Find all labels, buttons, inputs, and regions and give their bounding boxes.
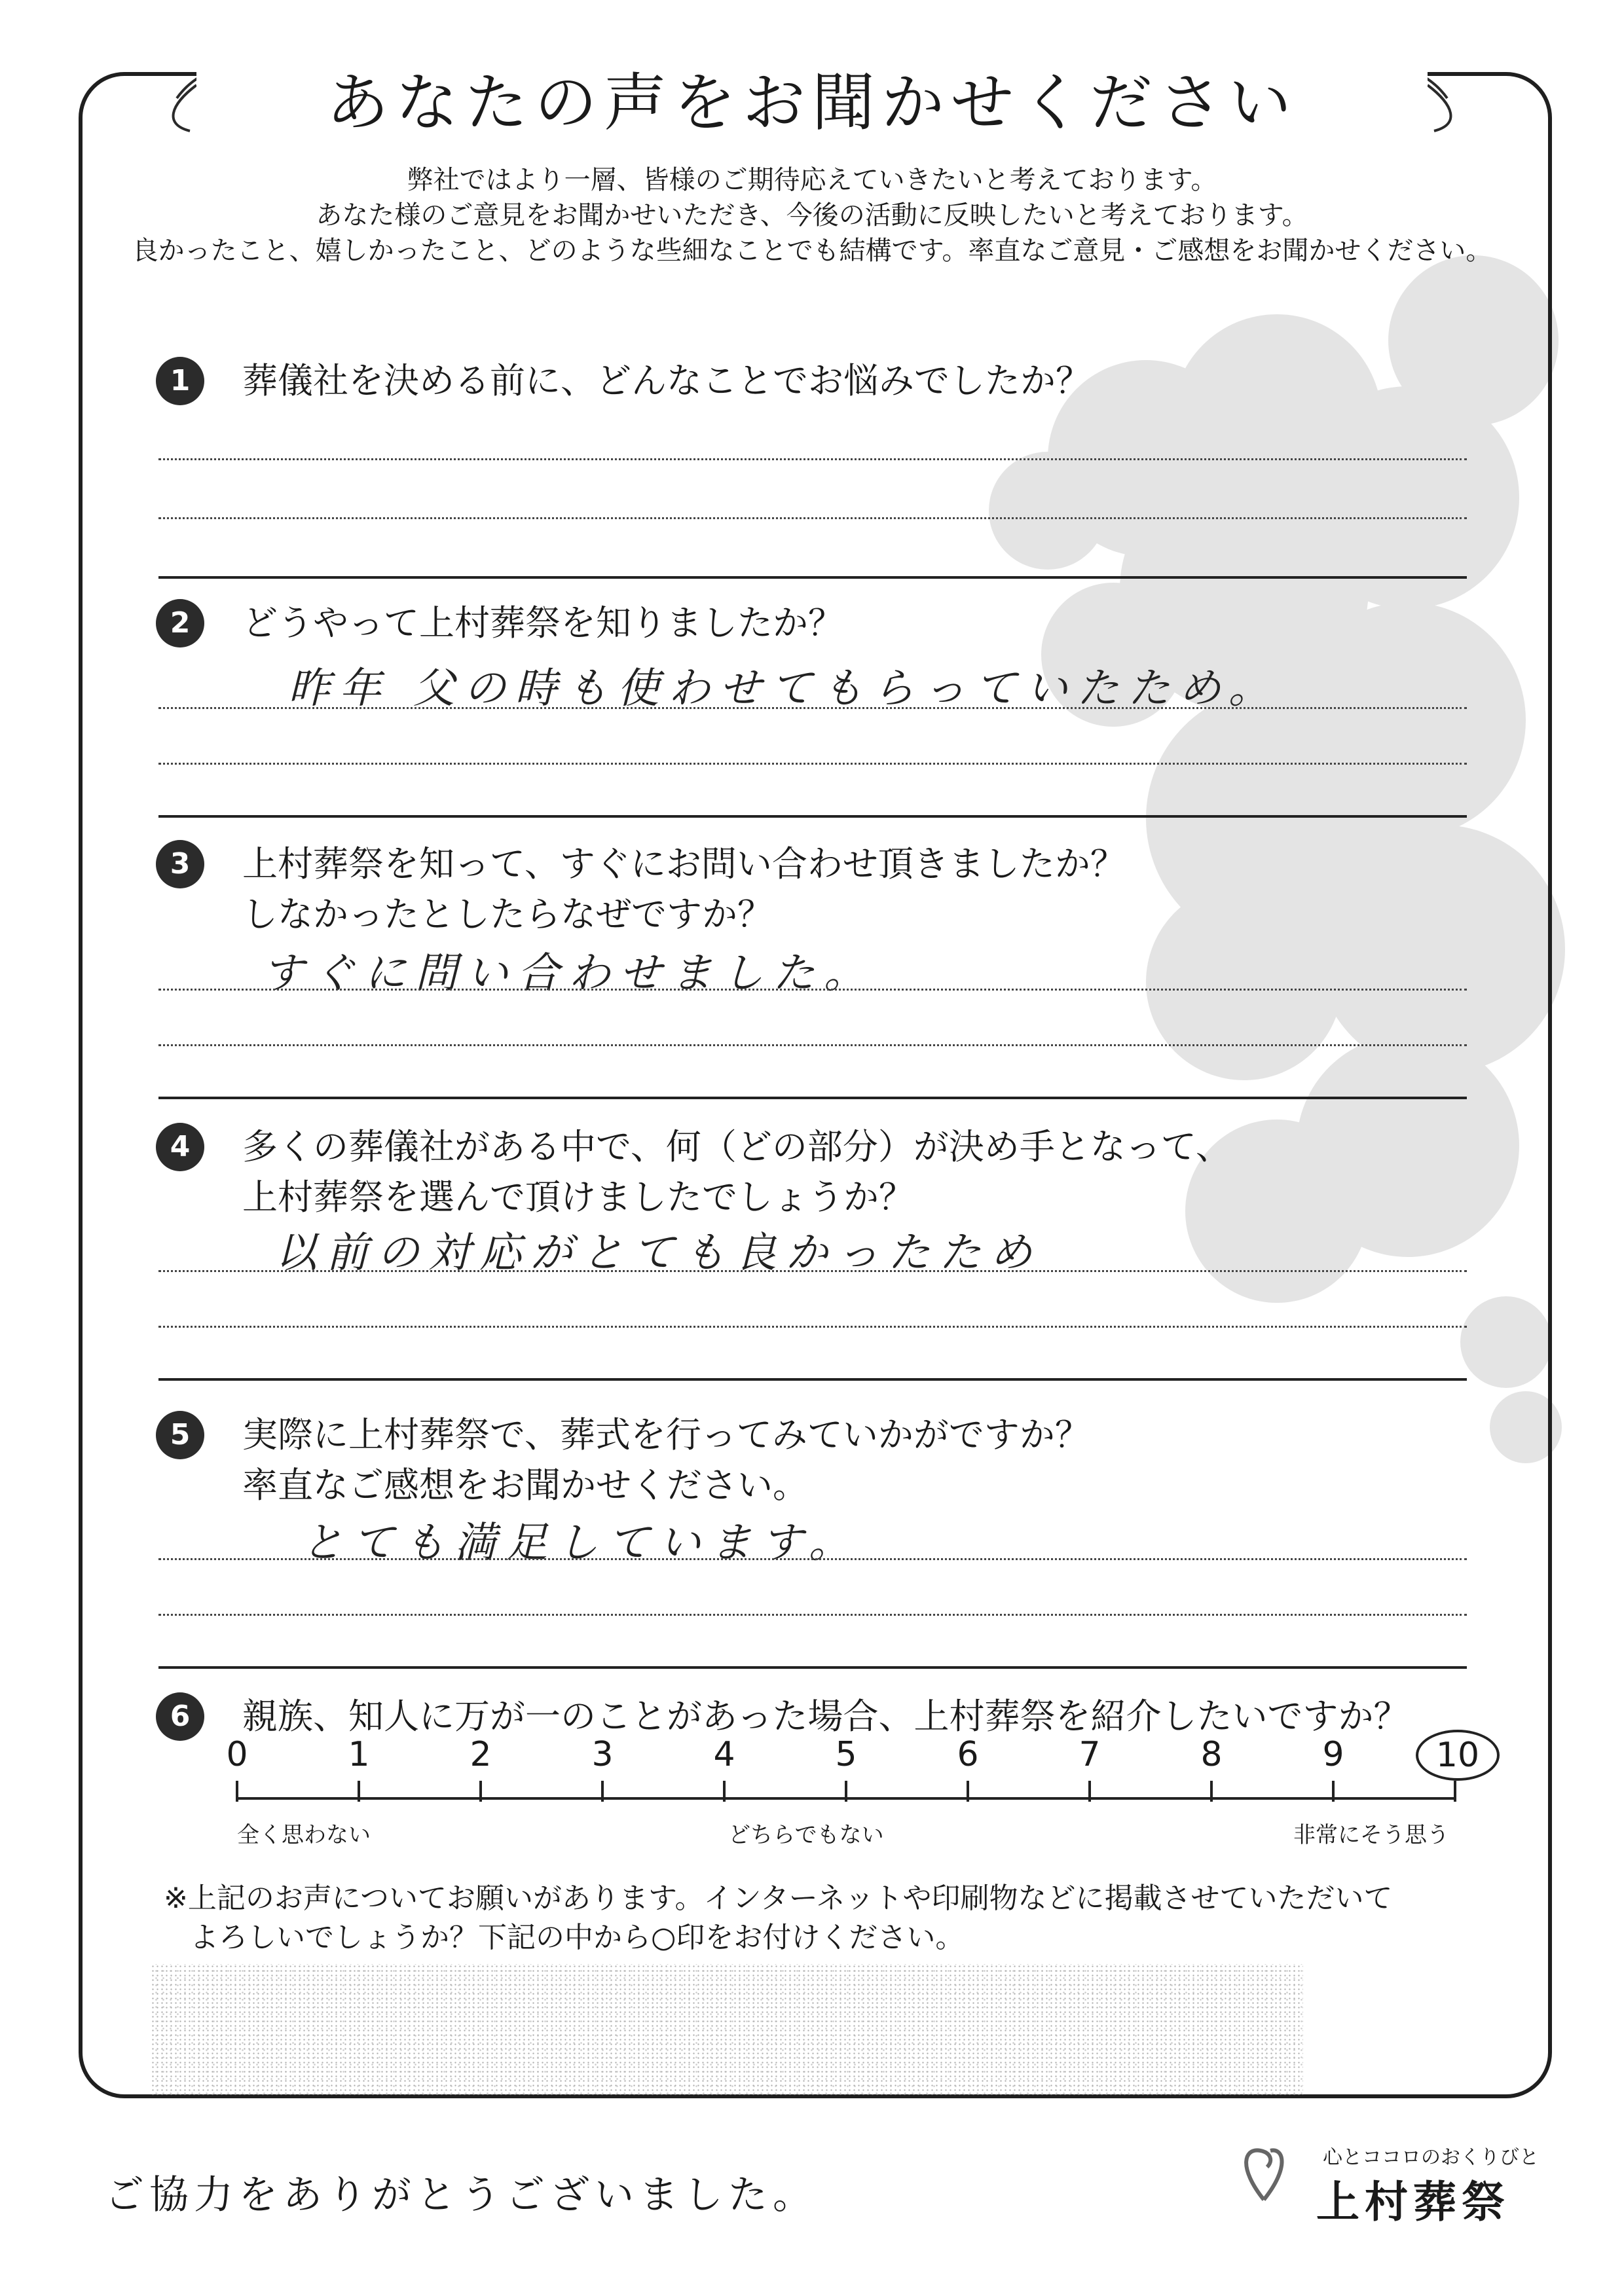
answer-line xyxy=(158,1270,1467,1272)
question-2-number: 2 xyxy=(156,599,204,647)
scale-tick xyxy=(723,1781,726,1802)
scale-tick-label-7[interactable]: 7 xyxy=(1079,1735,1101,1774)
answer-line xyxy=(158,1044,1467,1046)
scale-tick xyxy=(479,1781,482,1802)
scale-tick xyxy=(967,1781,969,1802)
question-4-text-line-1: 多くの葬儀社がある中で、何（どの部分）が決め手となって、 xyxy=(242,1126,1231,1167)
scale-tick-label-5[interactable]: 5 xyxy=(835,1735,857,1774)
question-6-text: 親族、知人に万が一のことがあった場合、上村葬祭を紹介したいですか？ xyxy=(242,1696,1409,1737)
scale-tick-label-8[interactable]: 8 xyxy=(1200,1735,1223,1774)
answer-line xyxy=(158,1614,1467,1616)
answer-line xyxy=(158,989,1467,991)
scale-mid-label: どちらでもない xyxy=(728,1822,884,1848)
scale-tick-label-2[interactable]: 2 xyxy=(470,1735,492,1774)
question-4-number: 4 xyxy=(156,1123,204,1171)
answer-line xyxy=(158,707,1467,709)
section-divider xyxy=(158,1378,1467,1381)
question-3-answer[interactable]: すぐに問い合わせました。 xyxy=(262,949,875,998)
scale-tick xyxy=(1332,1781,1335,1802)
intro-line-1: 弊社ではより一層、皆様のご期待応えていきたいと考えております。 xyxy=(407,165,1217,195)
question-3-text-line-1: 上村葬祭を知って、すぐにお問い合わせ頂きましたか？ xyxy=(242,843,1126,884)
question-4-text-line-2: 上村葬祭を選んで頂けましたでしょうか？ xyxy=(242,1176,914,1218)
scale-tick xyxy=(1454,1781,1456,1802)
permission-note-line-1: ※上記のお声についてお願いがあります。インターネットや印刷物などに掲載させていただいて xyxy=(164,1882,1393,1915)
answer-line xyxy=(158,1326,1467,1328)
scale-tick xyxy=(358,1781,360,1802)
question-5-text-line-2: 率直なご感想をお聞かせください。 xyxy=(242,1465,808,1506)
question-5-text-line-1: 実際に上村葬祭で、葬式を行ってみていかがですか？ xyxy=(242,1414,1090,1455)
scale-tick xyxy=(601,1781,604,1802)
question-5-answer[interactable]: とても満足しています。 xyxy=(301,1519,860,1567)
page-title: あなたの声をお聞かせください xyxy=(196,60,1428,145)
question-4-answer[interactable]: 以前の対応がとても良かったため xyxy=(275,1229,1041,1277)
scale-tick-label-1[interactable]: 1 xyxy=(348,1735,370,1774)
scale-tick xyxy=(845,1781,847,1802)
section-divider xyxy=(158,815,1467,818)
scale-tick-label-6[interactable]: 6 xyxy=(957,1735,979,1774)
intro-line-2: あなた様のご意見をお聞かせいただき、今後の活動に反映したいと考えております。 xyxy=(316,200,1308,230)
question-1-text: 葬儀社を決める前に、どんなことでお悩みでしたか？ xyxy=(242,360,1091,401)
answer-line xyxy=(158,517,1467,519)
question-3-number: 3 xyxy=(156,840,204,888)
scale-tick xyxy=(1088,1781,1091,1802)
permission-note-line-2: よろしいでしょうか？下記の中から○印をお付けください。 xyxy=(190,1921,965,1954)
answer-line xyxy=(158,763,1467,765)
question-5-number: 5 xyxy=(156,1411,204,1459)
section-divider xyxy=(158,1666,1467,1669)
question-2-text: どうやって上村葬祭を知りましたか？ xyxy=(242,602,843,644)
company-logo-name: 上村葬祭 xyxy=(1316,2177,1510,2227)
answer-line xyxy=(158,1558,1467,1560)
scale-tick-label-3[interactable]: 3 xyxy=(591,1735,614,1774)
scale-tick-label-0[interactable]: 0 xyxy=(226,1735,248,1774)
section-divider xyxy=(158,1097,1467,1099)
logo-heart-icon xyxy=(1246,2150,1282,2200)
scale-tick-label-9[interactable]: 9 xyxy=(1322,1735,1344,1774)
question-6-number: 6 xyxy=(156,1692,204,1741)
question-1-number: 1 xyxy=(156,357,204,405)
closing-message: ご協力をありがとうございました。 xyxy=(105,2172,817,2218)
question-2-answer[interactable]: 昨年 父の時も使わせてもらっていたため。 xyxy=(288,665,1280,713)
intro-line-3: 良かったこと、嬉しかったこと、どのような些細なことでも結構です。率直なご意見・ご感想をお聞かせください。 xyxy=(132,236,1492,266)
scale-low-label: 全く思わない xyxy=(237,1822,371,1848)
obscured-selection-area xyxy=(151,1964,1303,2095)
answer-line xyxy=(158,458,1467,460)
scale-tick xyxy=(1210,1781,1213,1802)
scale-tick-label-4[interactable]: 4 xyxy=(713,1735,735,1774)
scale-tick xyxy=(236,1781,238,1802)
section-divider xyxy=(158,576,1467,579)
scale-high-label: 非常にそう思う xyxy=(1293,1822,1449,1848)
company-tagline: 心とココロのおくりびと xyxy=(1323,2146,1539,2169)
question-3-text-line-2: しなかったとしたらなぜですか？ xyxy=(242,894,773,935)
scale-tick-label-selected[interactable]: 10 xyxy=(1416,1730,1500,1781)
